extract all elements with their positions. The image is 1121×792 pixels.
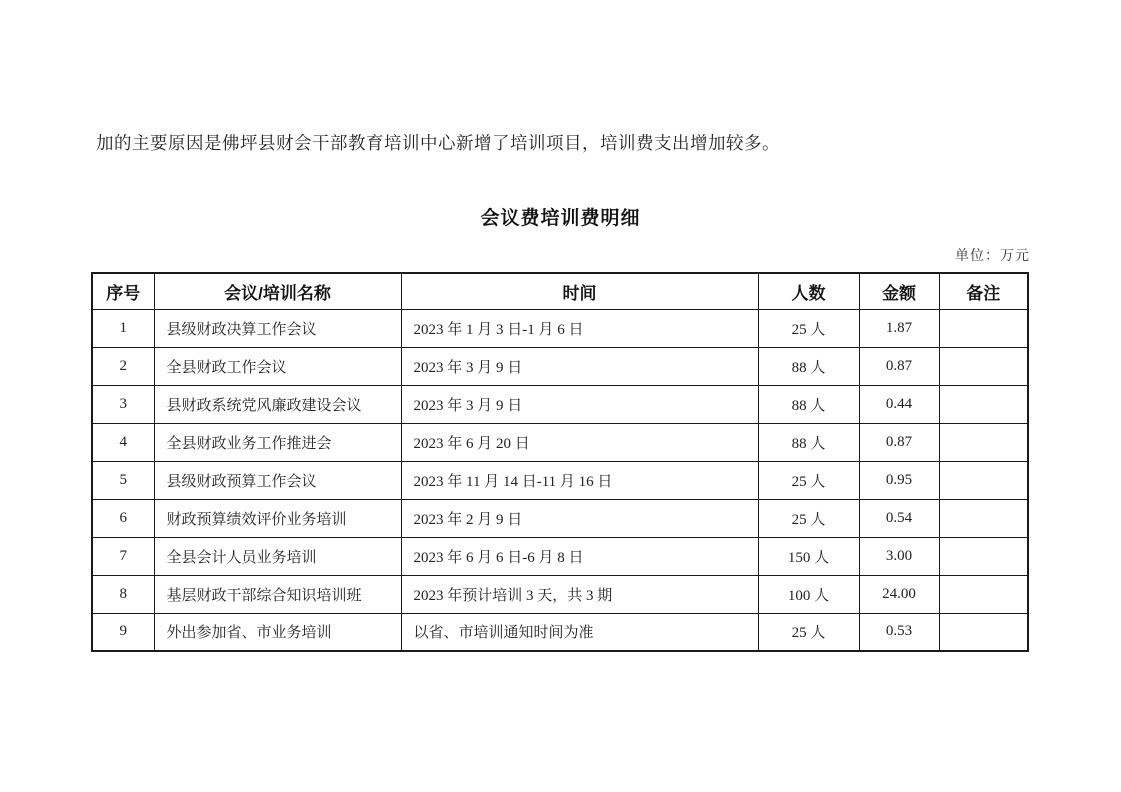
- cell-name: 基层财政干部综合知识培训班: [154, 575, 401, 613]
- cell-amount: 3.00: [859, 537, 939, 575]
- cell-no: 4: [92, 423, 154, 461]
- cell-name: 财政预算绩效评价业务培训: [154, 499, 401, 537]
- cell-note: [939, 423, 1028, 461]
- table-row: [92, 613, 1028, 651]
- cell-name: 全县会计人员业务培训: [154, 537, 401, 575]
- cell-time: 2023 年 3 月 9 日: [401, 347, 758, 385]
- cell-note: [939, 499, 1028, 537]
- col-header-people: 人数: [758, 273, 859, 309]
- cell-no: 2: [92, 347, 154, 385]
- fee-detail-table: [91, 272, 1029, 652]
- cell-no: 9: [92, 613, 154, 651]
- cell-amount: 0.95: [859, 461, 939, 499]
- cell-name: 全县财政业务工作推进会: [154, 423, 401, 461]
- cell-people: 25 人: [758, 309, 859, 347]
- cell-people: 88 人: [758, 347, 859, 385]
- table-row: [92, 499, 1028, 537]
- cell-time: 2023 年 6 月 6 日-6 月 8 日: [401, 537, 758, 575]
- cell-note: [939, 385, 1028, 423]
- cell-name: 县财政系统党风廉政建设会议: [154, 385, 401, 423]
- cell-people: 88 人: [758, 385, 859, 423]
- cell-no: 1: [92, 309, 154, 347]
- cell-amount: 0.54: [859, 499, 939, 537]
- cell-name: 全县财政工作会议: [154, 347, 401, 385]
- table-header-row: [92, 273, 1028, 309]
- table-row: [92, 309, 1028, 347]
- cell-time: 以省、市培训通知时间为准: [401, 613, 758, 651]
- cell-no: 6: [92, 499, 154, 537]
- cell-note: [939, 613, 1028, 651]
- table-row: [92, 461, 1028, 499]
- cell-amount: 1.87: [859, 309, 939, 347]
- cell-no: 7: [92, 537, 154, 575]
- cell-amount: 0.87: [859, 423, 939, 461]
- table-title: 会议费培训费明细: [480, 208, 641, 229]
- col-header-amount: 金额: [859, 273, 939, 309]
- col-header-time: 时间: [401, 273, 758, 309]
- cell-time: 2023 年预计培训 3 天，共 3 期: [401, 575, 758, 613]
- cell-amount: 24.00: [859, 575, 939, 613]
- cell-time: 2023 年 6 月 20 日: [401, 423, 758, 461]
- table-row: [92, 347, 1028, 385]
- col-header-name: 会议/培训名称: [154, 273, 401, 309]
- cell-no: 3: [92, 385, 154, 423]
- cell-amount: 0.87: [859, 347, 939, 385]
- cell-no: 8: [92, 575, 154, 613]
- cell-note: [939, 537, 1028, 575]
- cell-time: 2023 年 2 月 9 日: [401, 499, 758, 537]
- cell-people: 150 人: [758, 537, 859, 575]
- table-row: [92, 575, 1028, 613]
- cell-no: 5: [92, 461, 154, 499]
- cell-people: 25 人: [758, 613, 859, 651]
- cell-note: [939, 347, 1028, 385]
- cell-people: 25 人: [758, 499, 859, 537]
- cell-name: 县级财政预算工作会议: [154, 461, 401, 499]
- unit-label: 单位：万元: [955, 249, 1030, 264]
- cell-people: 88 人: [758, 423, 859, 461]
- cell-amount: 0.53: [859, 613, 939, 651]
- cell-time: 2023 年 1 月 3 日-1 月 6 日: [401, 309, 758, 347]
- cell-name: 县级财政决算工作会议: [154, 309, 401, 347]
- col-header-note: 备注: [939, 273, 1028, 309]
- cell-amount: 0.44: [859, 385, 939, 423]
- cell-people: 25 人: [758, 461, 859, 499]
- body-paragraph: 加的主要原因是佛坪县财会干部教育培训中心新增了培训项目，培训费支出增加较多。: [96, 133, 780, 153]
- cell-note: [939, 309, 1028, 347]
- cell-time: 2023 年 11 月 14 日-11 月 16 日: [401, 461, 758, 499]
- cell-note: [939, 461, 1028, 499]
- table-row: [92, 385, 1028, 423]
- cell-note: [939, 575, 1028, 613]
- cell-name: 外出参加省、市业务培训: [154, 613, 401, 651]
- cell-people: 100 人: [758, 575, 859, 613]
- col-header-no: 序号: [92, 273, 154, 309]
- table-row: [92, 537, 1028, 575]
- cell-time: 2023 年 3 月 9 日: [401, 385, 758, 423]
- table-row: [92, 423, 1028, 461]
